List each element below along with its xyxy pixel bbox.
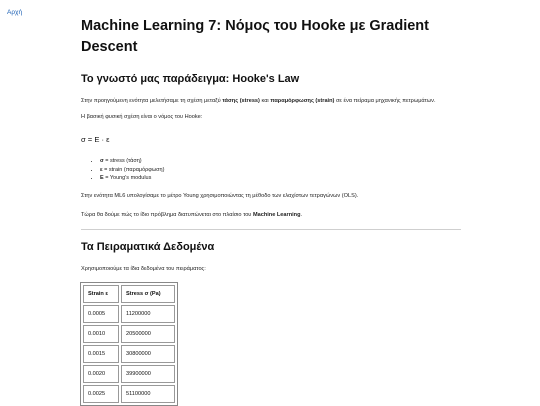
table-row (83, 345, 175, 363)
section-heading-experimental-data: Τα Πειραματικά Δεδομένα (81, 240, 215, 253)
page-title: Machine Learning 7: Νόμος του Hooke με Gradient Descent (81, 18, 429, 55)
hookes-law-formula: σ = E · ε (81, 135, 110, 145)
definition-text: = strain (παραμόρφωση) (102, 166, 165, 173)
intro-text-3: σε ένα πείραμα μηχανικής πετρωμάτων. (334, 98, 436, 104)
machine-learning-term: Machine Learning (252, 212, 301, 218)
strain-cell: 0.0020 (83, 365, 119, 383)
data-table (80, 282, 178, 406)
ml-context-paragraph (81, 211, 461, 220)
section-heading-hookes-law: Το γνωστό μας παράδειγμα: Hooke's Law (81, 73, 300, 85)
strain-term: παραμόρφωσης (strain) (270, 98, 335, 104)
definition-text: = stress (τάση) (103, 158, 142, 165)
definition-symbol: E (100, 175, 104, 181)
stress-cell: 51100000 (121, 385, 175, 403)
intro-paragraph (81, 97, 461, 106)
table-row (83, 365, 175, 383)
definition-symbol: σ (100, 158, 104, 165)
definition-symbol: ε (100, 166, 103, 173)
stress-cell: 20500000 (121, 325, 175, 343)
table-header-row (83, 285, 175, 303)
ml6-paragraph: Στην ενότητα ML6 υπολογίσαμε το μέτρο Young χρησιμοποιώντας τη μέθοδο των ελαχίστων τετραγώνων (OLS). (81, 193, 359, 200)
law-intro-paragraph: Η βασική φυσική σχέση είναι ο νόμος του Hooke: (81, 113, 203, 120)
main-content (81, 16, 461, 406)
table-row (83, 325, 175, 343)
home-link[interactable]: Αρχή (7, 9, 23, 16)
ml-context-text-1: Τώρα θα δούμε πώς το ίδιο πρόβλημα διατυπώνεται στο πλαίσιο του (81, 212, 253, 218)
strain-cell: 0.0015 (83, 345, 119, 363)
section-divider (81, 229, 461, 230)
strain-cell: 0.0010 (83, 325, 119, 343)
stress-cell: 11200000 (121, 305, 175, 323)
stress-term: τάσης (stress) (222, 98, 260, 104)
definition-stress (100, 157, 461, 165)
definition-strain (100, 166, 461, 174)
intro-text-2: και (259, 98, 271, 104)
column-header-stress: Stress σ (Pa) (121, 285, 175, 303)
data-intro-paragraph: Χρησιμοποιούμε τα ίδια δεδομένα του πειράματος: (81, 265, 206, 272)
table-row (83, 385, 175, 403)
definitions-list (81, 157, 461, 182)
definition-text: = Young's modulus (103, 175, 152, 181)
strain-cell: 0.0005 (83, 305, 119, 323)
stress-cell: 39900000 (121, 365, 175, 383)
strain-cell: 0.0025 (83, 385, 119, 403)
stress-cell: 30800000 (121, 345, 175, 363)
column-header-strain: Strain ε (83, 285, 119, 303)
definition-youngs-modulus (100, 174, 461, 182)
table-row (83, 305, 175, 323)
ml-context-text-2: . (300, 212, 303, 218)
intro-text-1: Στην προηγούμενη ενότητα μελετήσαμε τη σχέση μεταξύ (81, 98, 223, 104)
